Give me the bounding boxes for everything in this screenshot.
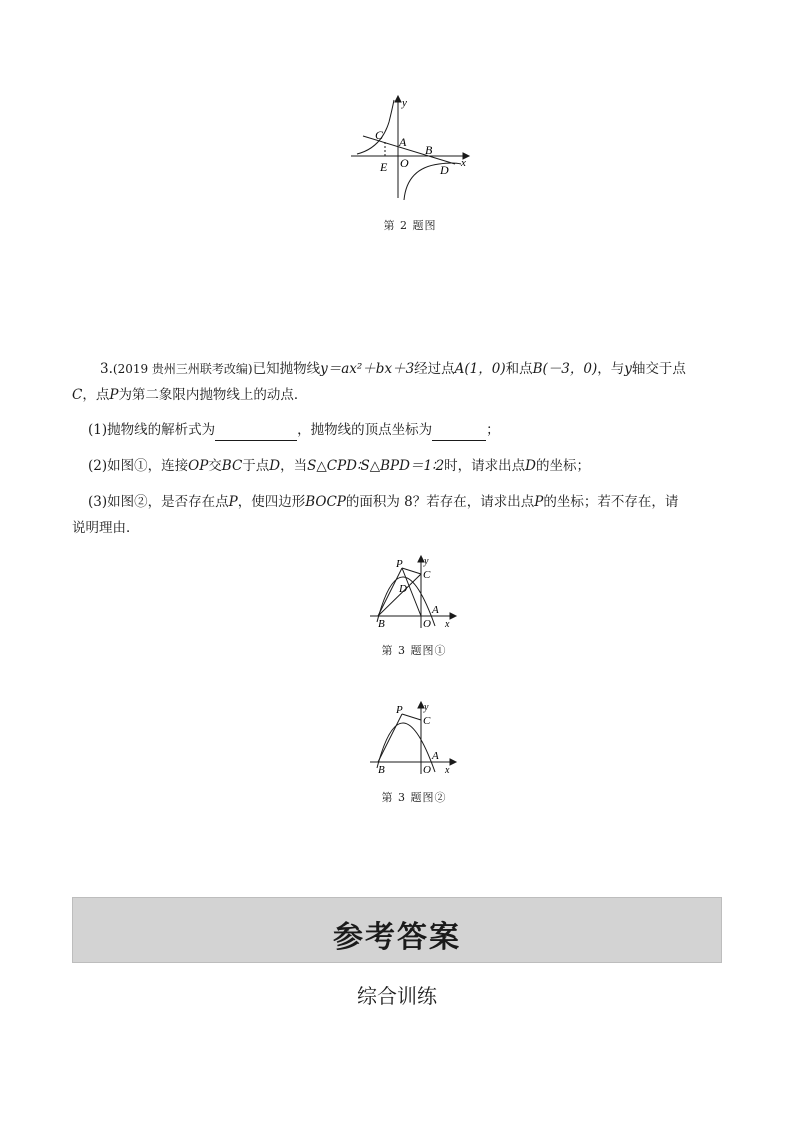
figure-3a-caption: 第 3 题图①: [381, 644, 447, 657]
q2-text-c: 于点: [242, 458, 270, 474]
fig2-label-B: B: [425, 143, 433, 157]
q3-P2: P: [534, 494, 544, 510]
q1-text-b: ，抛物线的顶点坐标为: [297, 422, 433, 438]
q3-P: P: [228, 494, 238, 510]
fig3a-line-PC: [402, 568, 421, 574]
q2-text-b: 交: [208, 458, 222, 474]
q2-text-f: 的坐标；: [535, 458, 590, 474]
problem-3-y-axis: y: [624, 361, 632, 377]
q3-text-d: 的坐标；若不存在，请: [543, 494, 679, 510]
fig2-label-O: O: [400, 156, 409, 170]
q2-text-d: ，当: [280, 458, 308, 474]
fig3b-label-x: x: [445, 765, 450, 776]
problem-3-intro-d: 轴交于点: [631, 361, 686, 377]
fig2-label-A: A: [399, 135, 407, 149]
fig3b-label-B: B: [378, 764, 385, 776]
fig3a-label-x: x: [445, 619, 450, 630]
problem-3-source: (2019 贵州三州联考改编): [112, 362, 253, 376]
fig2-hyperbola-right: [404, 163, 461, 200]
q2-D: D: [269, 458, 281, 474]
question-1: [72, 419, 724, 441]
q2-BC: BC: [221, 458, 243, 474]
fig3b-label-A: A: [432, 750, 439, 762]
fig2-label-C: C: [375, 128, 384, 142]
problem-3-intro-a: 已知抛物线: [252, 361, 321, 377]
problem-3-line2-a: ，点: [82, 387, 110, 403]
fig3a-label-C: C: [423, 569, 431, 581]
q2-text-e: 时，请求出点: [444, 458, 526, 474]
figure-3a-diagram: [366, 552, 462, 632]
q2-ratio: S△CPD∶S△BPD＝1∶2: [307, 458, 445, 474]
figure-3b: [366, 698, 462, 778]
problem-3-intro-c: ，与: [597, 361, 625, 377]
fig2-hyperbola-left: [357, 100, 394, 154]
q3-BOCP: BOCP: [305, 494, 346, 510]
fig3a-label-A: A: [432, 604, 439, 616]
fig3a-x-arrow: [450, 613, 456, 619]
problem-3-equation: y＝ax²＋bx＋3: [320, 361, 415, 377]
problem-3-and-point: 和点: [505, 361, 533, 377]
answer-section-heading: 综合训练: [357, 984, 437, 1008]
q1-blank-expression[interactable]: [215, 426, 297, 441]
fig2-label-E: E: [380, 160, 388, 174]
problem-3-point-P: P: [109, 387, 119, 403]
q3-text-a: (3)如图②，是否存在点: [88, 494, 229, 510]
fig2-label-D: D: [440, 163, 449, 177]
q2-OP: OP: [188, 458, 209, 474]
fig3a-label-D: D: [399, 583, 407, 595]
answer-banner-title: 参考答案: [333, 920, 461, 955]
question-2: [72, 455, 724, 477]
figure-2-caption: 第 2 题图: [383, 219, 437, 232]
fig3b-label-O: O: [423, 764, 431, 776]
figure-2: [345, 92, 475, 204]
fig3a-label-B: B: [378, 618, 385, 630]
q2-D2: D: [525, 458, 536, 474]
figure-3b-diagram: [366, 698, 462, 778]
q1-blank-vertex[interactable]: [432, 426, 486, 441]
fig2-label-y: y: [402, 97, 407, 109]
q1-text-a: (1)抛物线的解析式为: [88, 422, 216, 438]
question-3: [72, 491, 724, 513]
problem-3-point-A: A(1，0): [454, 361, 506, 377]
fig3a-line-BC: [378, 574, 421, 616]
question-3-cont: [72, 517, 724, 539]
problem-3-intro-b: 经过点: [414, 361, 455, 377]
problem-3-point-B: B(－3，0): [532, 361, 598, 377]
fig3a-label-O: O: [423, 618, 431, 630]
problem-3-number: 3.: [100, 361, 113, 377]
figure-3b-caption: 第 3 题图②: [381, 791, 447, 804]
problem-3-point-C: C: [72, 387, 83, 403]
fig2-y-arrow: [395, 96, 401, 102]
q2-text-a: (2)如图①，连接: [88, 458, 189, 474]
problem-3-line-1: [72, 358, 724, 380]
problem-3-line-2: [72, 384, 724, 406]
fig3b-label-C: C: [423, 715, 431, 727]
problem-3-text: [72, 358, 724, 539]
q3-text-e: 说明理由．: [72, 520, 140, 536]
fig3a-label-y: y: [424, 556, 429, 567]
q1-text-c: ；: [486, 422, 500, 438]
problem-3-line2-b: 为第二象限内抛物线上的动点．: [118, 387, 308, 403]
q3-text-c: 的面积为 8？若存在，请求出点: [345, 494, 535, 510]
figure-2-diagram: [345, 92, 475, 204]
fig3b-x-arrow: [450, 759, 456, 765]
fig3a-label-P: P: [396, 558, 403, 570]
q3-text-b: ，使四边形: [237, 494, 306, 510]
fig2-label-x: x: [461, 157, 466, 169]
figure-3a: [366, 552, 462, 632]
fig3b-line-BP: [378, 714, 402, 762]
fig3b-label-y: y: [424, 702, 429, 713]
answer-banner: [72, 897, 722, 963]
fig3b-label-P: P: [396, 704, 403, 716]
fig3b-line-PC: [402, 714, 421, 720]
